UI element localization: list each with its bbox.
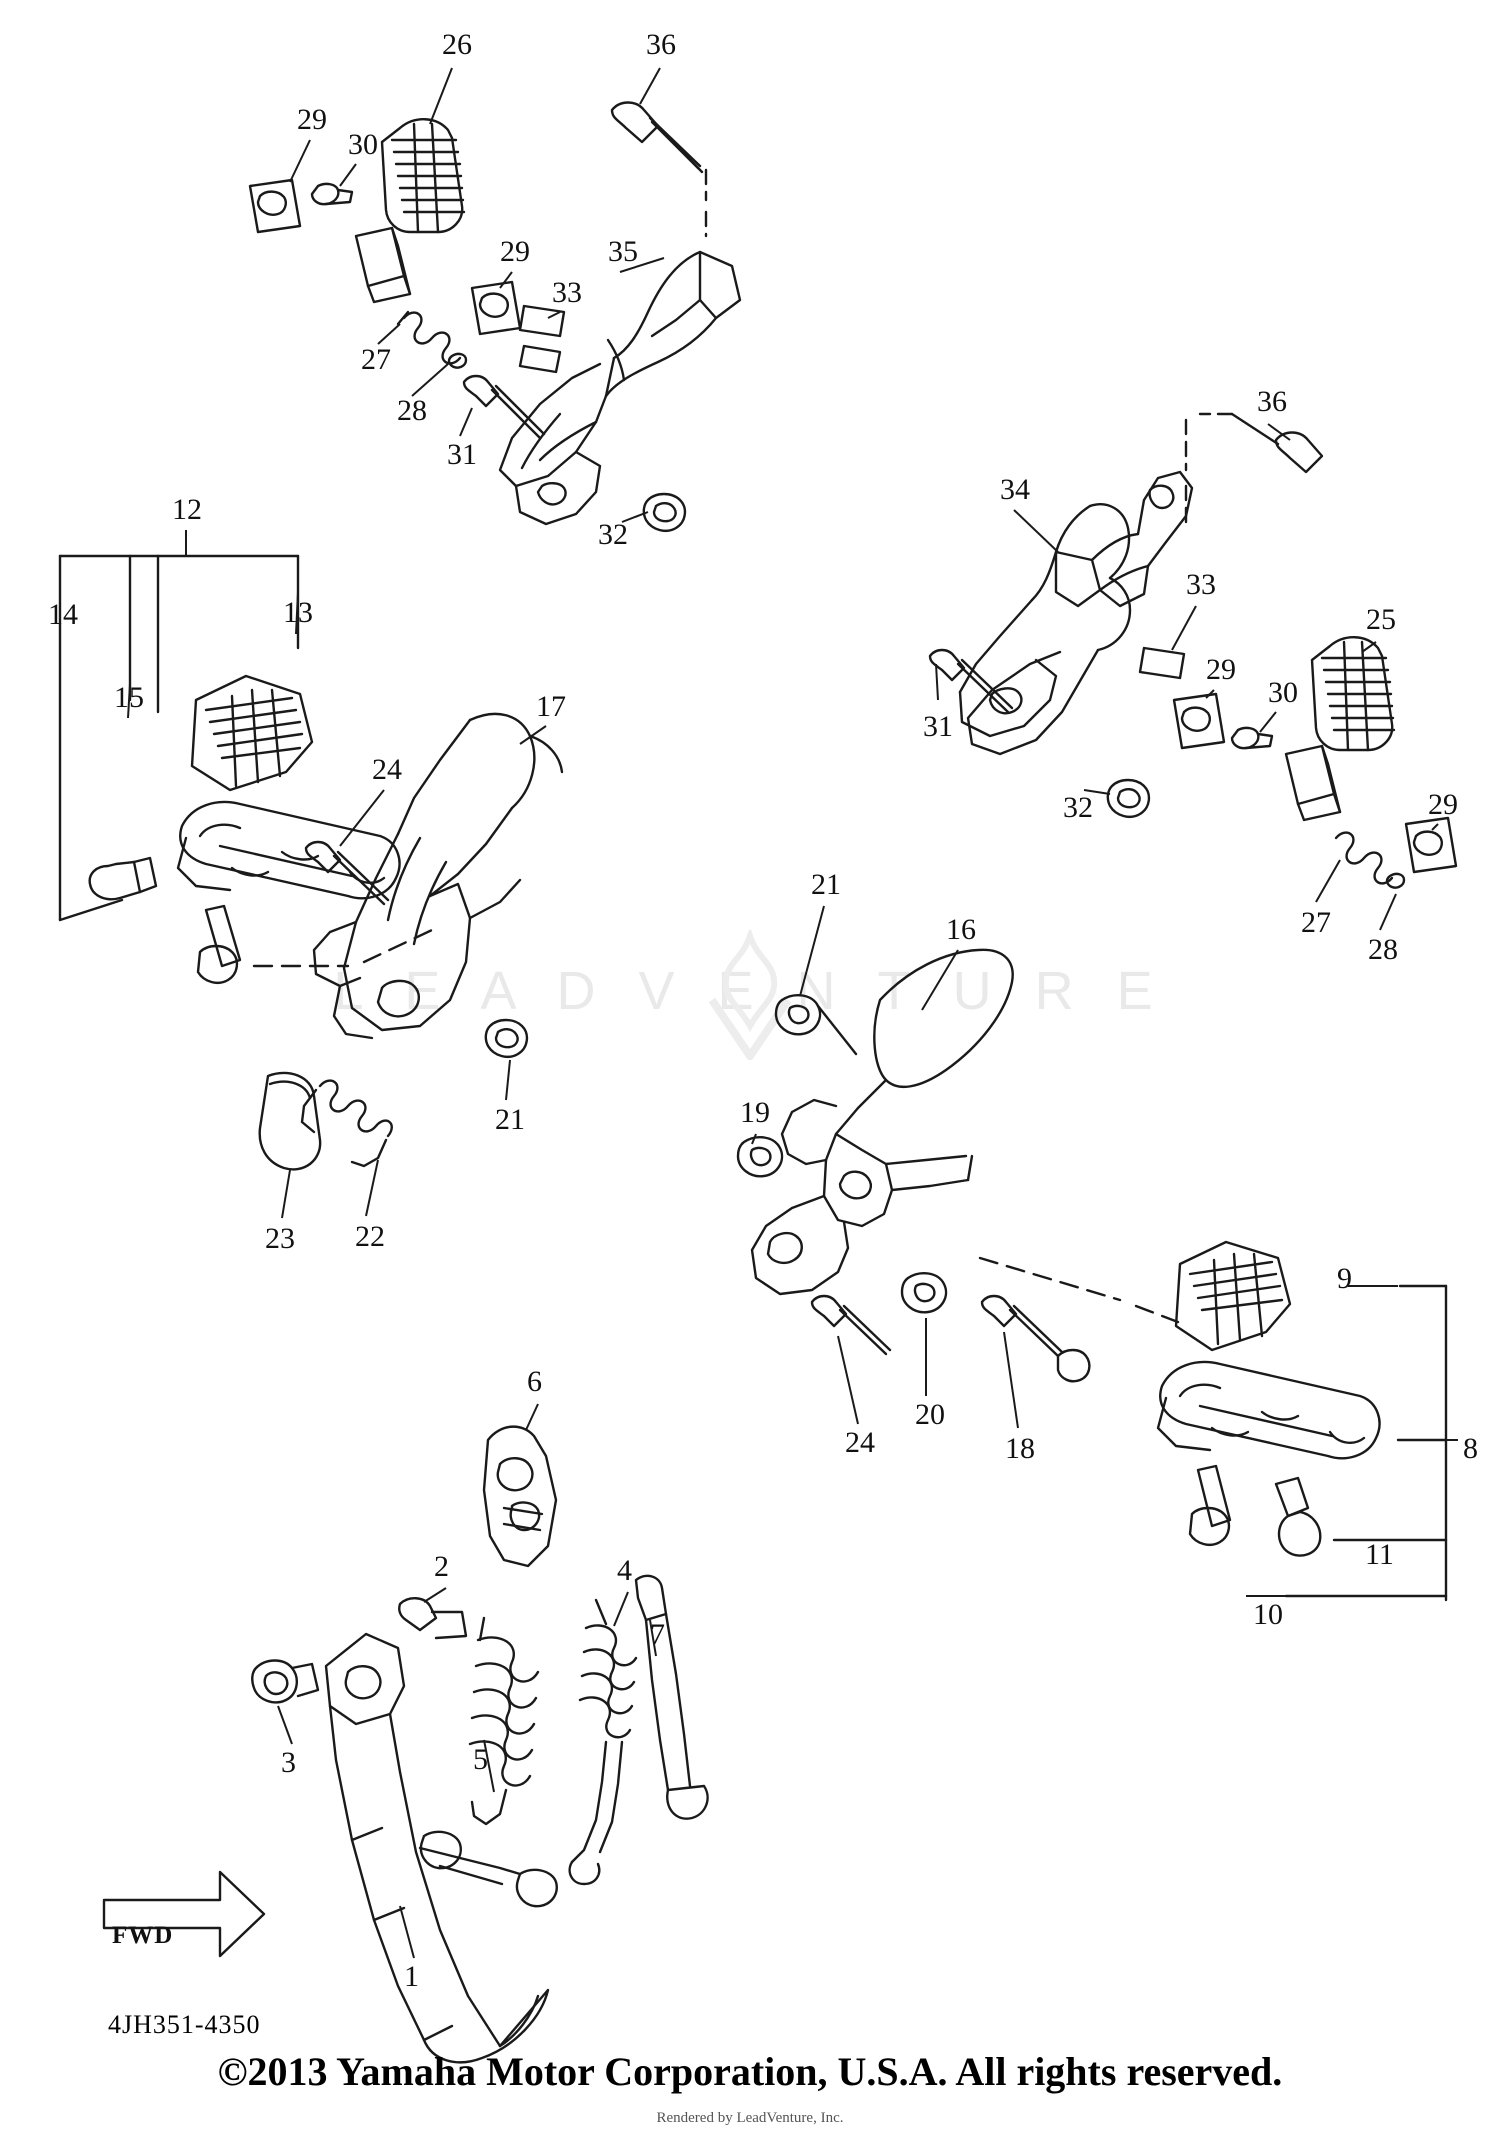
callout-29-b: 29 [500, 235, 530, 268]
callout-13: 13 [283, 596, 313, 629]
callout-36-a: 36 [646, 28, 676, 61]
callout-25: 25 [1366, 603, 1396, 636]
callout-33-b: 33 [1186, 568, 1216, 601]
callout-30-a: 30 [348, 128, 378, 161]
callout-24-a: 24 [372, 753, 402, 786]
callout-1: 1 [404, 1960, 419, 1993]
callout-14: 14 [48, 598, 78, 631]
callout-29-d: 29 [1428, 788, 1458, 821]
copyright-notice: ©2013 Yamaha Motor Corporation, U.S.A. All rights reserved. [217, 2049, 1283, 2094]
callout-35: 35 [608, 235, 638, 268]
callout-28-b: 28 [1368, 933, 1398, 966]
callout-33-a: 33 [552, 276, 582, 309]
callout-9: 9 [1337, 1262, 1352, 1295]
callout-8: 8 [1463, 1432, 1478, 1465]
callout-4: 4 [617, 1554, 632, 1587]
callout-26: 26 [442, 28, 472, 61]
render-credit: Rendered by LeadVenture, Inc. [656, 2110, 844, 2126]
callout-31-b: 31 [923, 710, 953, 743]
callout-21-b: 21 [811, 868, 841, 901]
callout-27-a: 27 [361, 343, 391, 376]
callout-10: 10 [1253, 1598, 1283, 1631]
callout-20: 20 [915, 1398, 945, 1431]
callout-34: 34 [1000, 473, 1030, 506]
callout-22: 22 [355, 1220, 385, 1253]
callout-12: 12 [172, 493, 202, 526]
callout-16: 16 [946, 913, 976, 946]
leadventure-watermark: L E A D V E N T U R E [333, 961, 1167, 1021]
callout-27-b: 27 [1301, 906, 1331, 939]
callout-29-a: 29 [297, 103, 327, 136]
callout-2: 2 [434, 1550, 449, 1583]
callout-3: 3 [281, 1746, 296, 1779]
callout-7: 7 [650, 1618, 665, 1651]
callout-31-a: 31 [447, 438, 477, 471]
callout-15: 15 [114, 681, 144, 714]
callout-5: 5 [473, 1743, 488, 1776]
callout-21-a: 21 [495, 1103, 525, 1136]
callout-18: 18 [1005, 1432, 1035, 1465]
part-number-label: 4JH351-4350 [108, 2010, 261, 2039]
fwd-direction-label: FWD [112, 1922, 174, 1949]
callout-24-b: 24 [845, 1426, 875, 1459]
callout-19: 19 [740, 1096, 770, 1129]
callout-28-a: 28 [397, 394, 427, 427]
callout-17: 17 [536, 690, 566, 723]
callout-29-c: 29 [1206, 653, 1236, 686]
callout-23: 23 [265, 1222, 295, 1255]
callout-6: 6 [527, 1365, 542, 1398]
callout-36-b: 36 [1257, 385, 1287, 418]
callout-30-b: 30 [1268, 676, 1298, 709]
callout-32-b: 32 [1063, 791, 1093, 824]
callout-32-a: 32 [598, 518, 628, 551]
callout-11: 11 [1365, 1538, 1394, 1571]
